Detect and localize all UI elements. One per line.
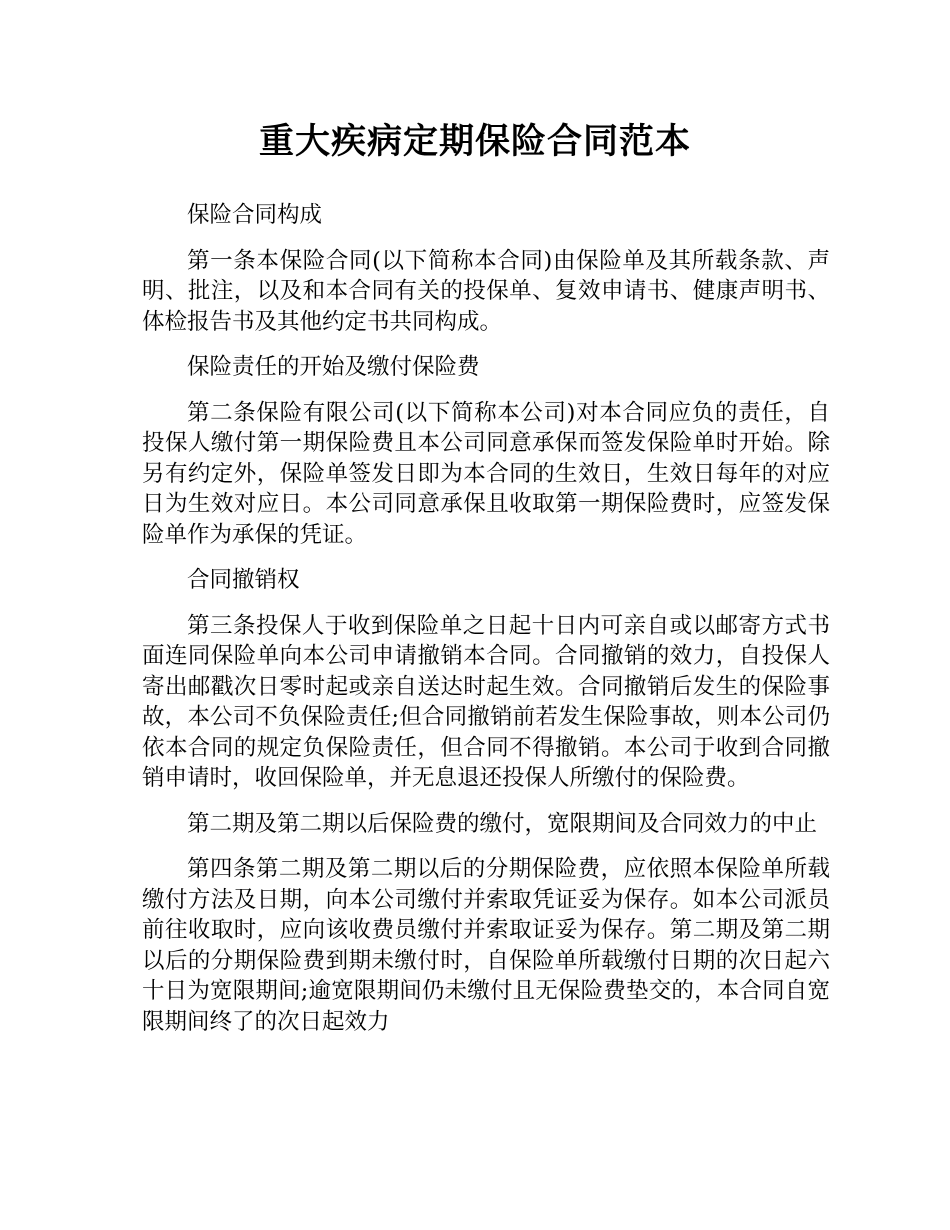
article-2-paragraph: 第二条保险有限公司(以下简称本公司)对本合同应负的责任，自投保人缴付第一期保险费且本公司同意承保而签发保险单时开始。除另有约定外，保险单签发日即为本合同的生效日，生效日每年的对应日为生效对应日。本公司同意承保且收取第一期保险费时，应签发保险单作为承保的凭证。	[142, 399, 830, 548]
section-heading-premium-payment: 第二期及第二期以后保险费的缴付，宽限期间及合同效力的中止	[187, 810, 818, 837]
document-body	[142, 200, 830, 1037]
article-4-paragraph: 第四条第二期及第二期以后的分期保险费，应依照本保险单所载缴付方法及日期，向本公司缴付并索取凭证妥为保存。如本公司派员前往收取时，应向该收费员缴付并索取证妥为保存。第二期及第二期以后的分期保险费到期未缴付时，自保险单所载缴付日期的次日起六十日为宽限期间;逾宽限期间仍未缴付且无保险费垫交的，本合同自宽限期间终了的次日起效力	[142, 856, 830, 1035]
article-3-paragraph: 第三条投保人于收到保险单之日起十日内可亲自或以邮寄方式书面连同保险单向本公司申请撤销本合同。合同撤销的效力，自投保人寄出邮戳次日零时起或亲自送达时起生效。合同撤销后发生的保险事故，本公司不负保险责任;但合同撤销前若发生保险事故，则本公司仍依本合同的规定负保险责任，但合同不得撤销。本公司于收到合同撤销申请时，收回保险单，并无息退还投保人所缴付的保险费。	[142, 612, 830, 791]
section-heading-contract-composition: 保险合同构成	[187, 202, 323, 228]
document-title: 重大疾病定期保险合同范本	[258, 122, 691, 162]
section-heading-cancellation-right: 合同撤销权	[187, 567, 300, 593]
section-heading-liability-start: 保险责任的开始及缴付保险费	[187, 354, 480, 380]
article-1-paragraph: 第一条本保险合同(以下简称本合同)由保险单及其所载条款、声明、批注，以及和本合同有关的投保单、复效申请书、健康声明书、体检报告书及其他约定书共同构成。	[142, 247, 830, 335]
